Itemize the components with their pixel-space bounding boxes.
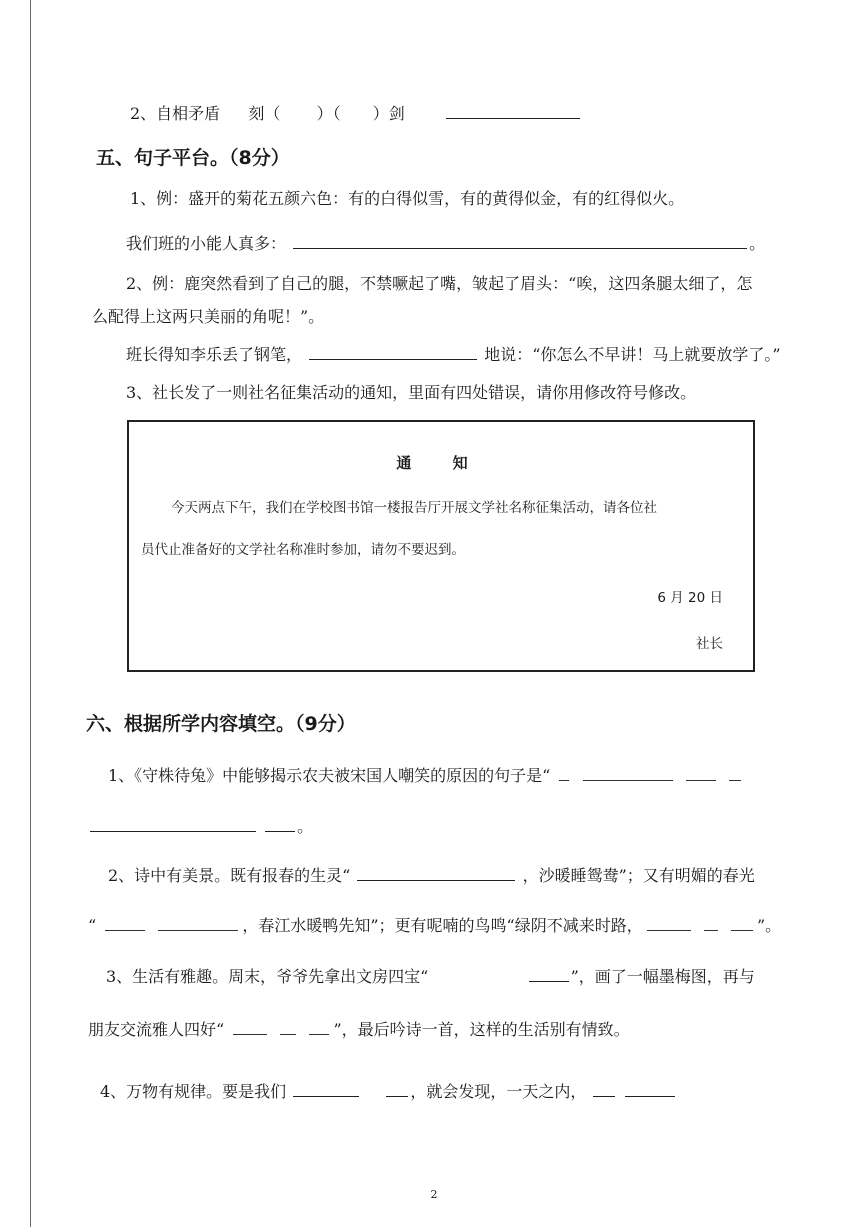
answer-blank[interactable] — [357, 864, 515, 881]
answer-blank[interactable] — [309, 343, 477, 360]
notice-date: 6 月 20 日 — [657, 590, 723, 606]
answer-blank[interactable] — [704, 914, 718, 931]
answer-blank[interactable] — [309, 1018, 329, 1035]
answer-blank[interactable] — [647, 914, 691, 931]
binding-margin-line — [30, 0, 31, 1227]
answer-blank[interactable] — [233, 1018, 267, 1035]
s5-q1-answer-line — [126, 232, 765, 255]
s6-q4-start: 4、万物有规律。要是我们 — [100, 1082, 287, 1101]
q4-item2-prefix: 2、自相矛盾 — [130, 104, 221, 123]
section5-title: 五、句子平台。（8分） — [96, 147, 290, 169]
answer-blank[interactable] — [280, 1018, 296, 1035]
s5-q2-example-line1: 2、例：鹿突然看到了自己的腿，不禁噘起了嘴，皱起了眉头：“唉，这四条腿太细了，怎 — [126, 274, 753, 293]
s5-q2-example-line2: 么配得上这两只美丽的角呢！”。 — [92, 307, 325, 326]
answer-blank[interactable] — [90, 815, 256, 832]
answer-blank[interactable] — [559, 764, 569, 781]
notice-line2: 员代止准备好的文学社名称准时参加，请勿不要迟到。 — [141, 542, 465, 558]
s5-q2-prompt-start: 班长得知李乐丢了钢笔， — [126, 345, 303, 364]
s6-q3-line1-end: ”，画了一幅墨梅图，再与 — [570, 967, 755, 986]
answer-blank[interactable] — [293, 1080, 359, 1097]
s6-q3-line2-end: ”，最后吟诗一首，这样的生活别有情致。 — [333, 1020, 630, 1039]
s6-q2-line1 — [108, 864, 755, 887]
s6-q4-mid: ，就会发现，一天之内， — [410, 1082, 587, 1101]
answer-blank[interactable] — [435, 966, 519, 982]
s6-q2-line2-mid: ，春江水暖鸭先知”；更有呢喃的鸟鸣“绿阴不减来时路， — [242, 916, 643, 935]
q4-item2 — [130, 102, 582, 125]
answer-blank[interactable] — [593, 1080, 615, 1097]
q4-item2-close2: ）剑 — [372, 104, 405, 123]
q4-item2-close1: ）（ — [316, 104, 341, 123]
s5-q2-prompt-end: 地说：“你怎么不早讲！马上就要放学了。” — [484, 345, 781, 364]
s6-q3-line2-start: 朋友交流雅人四好“ — [88, 1020, 225, 1039]
s6-q2-line2-start: “ — [88, 916, 97, 935]
answer-blank[interactable] — [583, 764, 673, 781]
answer-blank[interactable] — [158, 914, 238, 931]
notice-box — [127, 420, 755, 672]
answer-blank[interactable] — [265, 815, 295, 832]
s6-q3-line1 — [106, 965, 755, 988]
notice-line1: 今天两点下午，我们在学校图书馆一楼报告厅开展文学社名称征集活动，请各位社 — [171, 500, 657, 516]
s6-q1-end: 。 — [297, 817, 314, 836]
answer-blank[interactable] — [625, 1080, 675, 1097]
s6-q2-line1-end: ，沙暖睡鸳鸯”；又有明媚的春光 — [522, 866, 755, 885]
page-number: 2 — [430, 1188, 438, 1201]
s6-q1-line1 — [108, 764, 745, 787]
notice-title: 通 知 — [396, 454, 486, 472]
answer-blank[interactable] — [105, 914, 145, 931]
q4-item2-middle: 刻（ — [248, 104, 281, 123]
s5-q1-example: 1、例：盛开的菊花五颜六色：有的白得似雪，有的黄得似金，有的红得似火。 — [130, 189, 685, 208]
s6-q1-line2 — [88, 815, 313, 838]
s6-q4-line — [100, 1080, 677, 1103]
s6-q2-line1-start: 2、诗中有美景。既有报春的生灵“ — [108, 866, 351, 885]
s6-q3-line2 — [88, 1018, 630, 1041]
answer-blank[interactable] — [446, 102, 580, 119]
s5-q2-answer-line — [126, 343, 781, 366]
answer-blank[interactable] — [293, 232, 747, 249]
s6-q1-text: 1、《守株待兔》中能够揭示农夫被宋国人嘲笑的原因的句子是“ — [108, 766, 551, 785]
s6-q2-line2-end: ”。 — [756, 916, 782, 935]
s5-q3-text: 3、社长发了一则社名征集活动的通知，里面有四处错误，请你用修改符号修改。 — [126, 383, 697, 402]
s6-q2-line2 — [88, 914, 781, 937]
answer-blank[interactable] — [529, 965, 569, 982]
answer-blank[interactable] — [731, 914, 753, 931]
s5-q1-end: 。 — [749, 234, 766, 253]
answer-blank[interactable] — [686, 764, 716, 781]
notice-signature: 社长 — [696, 636, 723, 652]
answer-blank[interactable] — [386, 1080, 408, 1097]
answer-blank[interactable] — [729, 764, 741, 781]
s6-q3-line1-start: 3、生活有雅趣。周末，爷爷先拿出文房四宝“ — [106, 967, 429, 986]
s5-q1-prompt: 我们班的小能人真多： — [126, 234, 287, 253]
section6-title: 六、根据所学内容填空。（9分） — [86, 713, 356, 735]
